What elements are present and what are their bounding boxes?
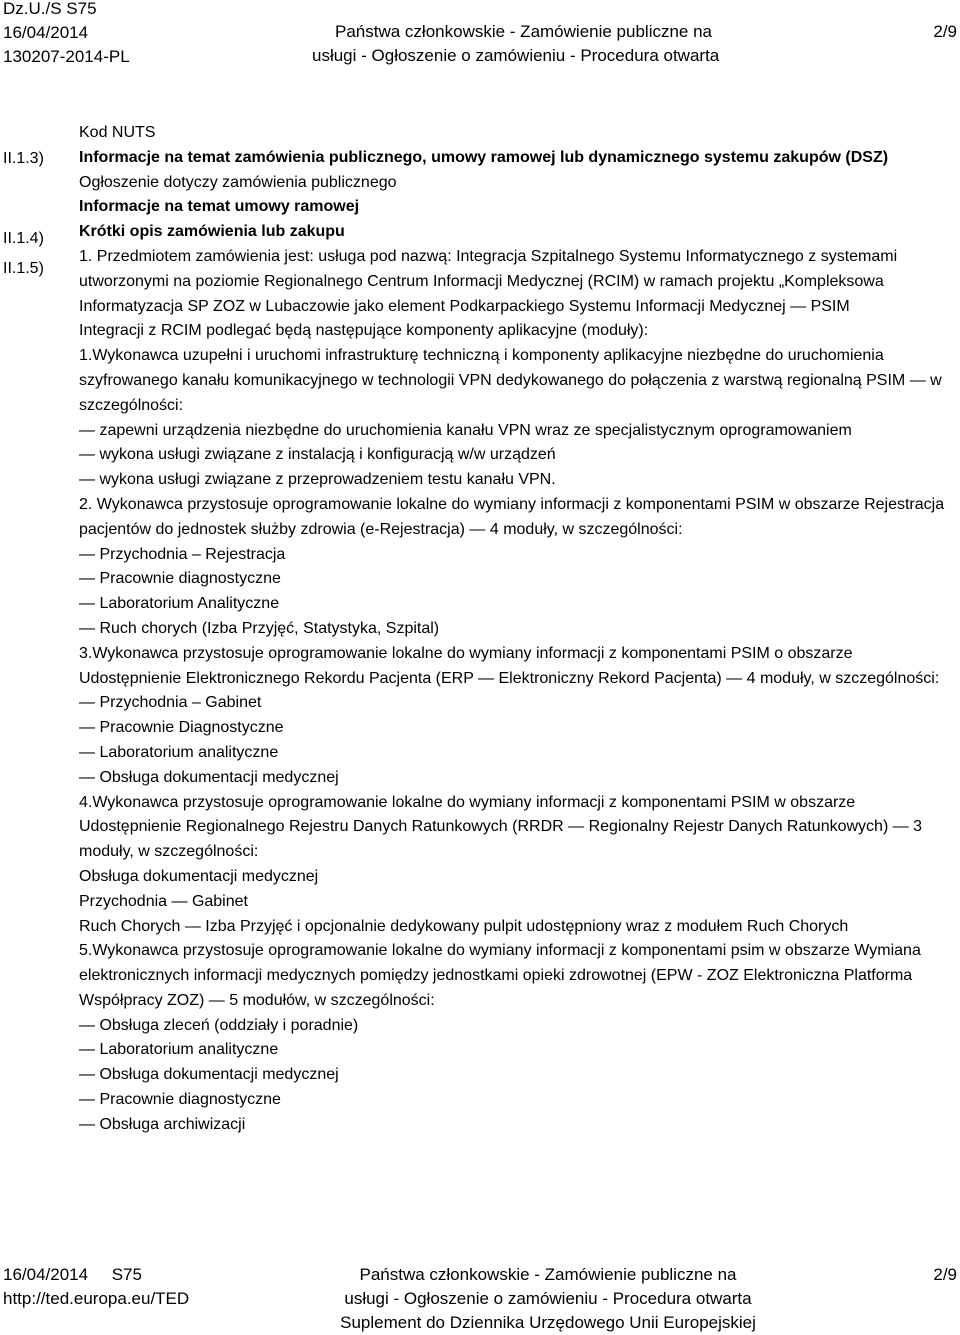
description-line: — Obsługa dokumentacji medycznej: [79, 1066, 339, 1084]
section-title-ii-1-4: Informacje na temat umowy ramowej: [79, 198, 360, 216]
nuts-label: Kod NUTS: [79, 124, 156, 141]
description-line: — Ruch chorych (Izba Przyjęć, Statystyka, Szpital): [79, 619, 440, 637]
description-line: — Pracownie Diagnostyczne: [79, 719, 284, 737]
section-number-ii-1-4: II.1.4): [3, 230, 44, 247]
description-line: — wykona usługi związane z instalacją i konfiguracją w/w urządzeń: [79, 446, 556, 464]
footer-date: 16/04/2014: [3, 1265, 89, 1284]
header-left: [3, 0, 130, 69]
description-line: 5.Wykonawca przystosuje oprogramowanie lokalne do wymiany informacji z komponentami psim w obszarze Wymiana elektronicznych informacji medycznych pomiędzy jednostkami opieki zdrowotnej (EPW - ZOZ Elektroniczna Platforma Współpracy ZOZ) — 5 modułów, w szczególności:: [79, 942, 921, 1009]
description-line: — Pracownie diagnostyczne: [79, 570, 281, 588]
description-line: — Laboratorium Analityczne: [79, 595, 280, 613]
description-line: — Laboratorium analityczne: [79, 743, 279, 761]
section-text-ii-1-3: Ogłoszenie dotyczy zamówienia publicznego: [79, 173, 397, 191]
description-line: — Przychodnia – Gabinet: [79, 694, 262, 712]
footer-left: [3, 1263, 189, 1311]
description-line: — Laboratorium analityczne: [79, 1041, 279, 1059]
contract-description: [79, 245, 957, 1138]
header-title-line1: Państwa członkowskie - Zamówienie publiczne na: [335, 22, 713, 41]
notice-id: 130207-2014-PL: [3, 47, 130, 66]
header-date: 16/04/2014: [3, 23, 89, 42]
description-line: — Obsługa dokumentacji medycznej: [79, 768, 339, 786]
description-line: — zapewni urządzenia niezbędne do uruchomienia kanału VPN wraz ze specjalistycznym oprogramowaniem: [79, 421, 852, 439]
header-title-line2: usługi - Ogłoszenie o zamówieniu - Procedura otwarta: [312, 46, 720, 65]
section-title-ii-1-3: Informacje na temat zamówienia publicznego, umowy ramowej lub dynamicznego systemu zakupów (DSZ): [79, 148, 889, 166]
footer-title: [313, 1263, 783, 1335]
description-line: 1.Wykonawca uzupełni i uruchomi infrastrukturę techniczną i komponenty aplikacyjne niezbędne do uruchomienia szyfrowanego kanału komunikacyjnego w technologii VPN dedykowanego do połączenia z warstwą regionalną PSIM — w szczególności:: [79, 347, 942, 414]
footer-title-line1: Państwa członkowskie - Zamówienie publiczne na: [359, 1265, 737, 1284]
section-title-ii-1-5: Krótki opis zamówienia lub zakupu: [79, 223, 345, 241]
description-line: 4.Wykonawca przystosuje oprogramowanie lokalne do wymiany informacji z komponentami PSIM w obszarze Udostępnienie Regionalnego Rejestru Danych Ratunkowych (RRDR — Regionalny Rejestr Danych Ratunkowych) — 3 moduły, w szczególności:: [79, 793, 923, 861]
description-line: — Obsługa zleceń (oddziały i poradnie): [79, 1016, 359, 1034]
footer-page: 2/9: [933, 1265, 957, 1284]
footer-title-line2: usługi - Ogłoszenie o zamówieniu - Procedura otwarta: [344, 1289, 752, 1308]
footer-url: http://ted.europa.eu/TED: [3, 1289, 190, 1308]
document-body: [79, 121, 957, 1138]
description-line: — Pracownie diagnostyczne: [79, 1091, 281, 1109]
description-line: — wykona usługi związane z przeprowadzeniem testu kanału VPN.: [79, 471, 556, 489]
description-line: Integracji z RCIM podlegać będą następujące komponenty aplikacyjne (moduły):: [79, 322, 649, 340]
header-title: [312, 20, 742, 68]
footer-title-line3: Suplement do Dziennika Urzędowego Unii Europejskiej: [340, 1313, 756, 1332]
description-line: Ruch Chorych — Izba Przyjęć i opcjonalnie dedykowany pulpit udostępniony wraz z modułem Ruch Chorych: [79, 917, 849, 935]
description-line: 1. Przedmiotem zamówienia jest: usługa pod nazwą: Integracja Szpitalnego Systemu Informatycznego z systemami utworzonymi na poziomie Regionalnego Centrum Informacji Medycznej (RCIM) w ramach projektu „Kompleksowa Informatyzacja SP ZOZ w Lubaczowie jako element Podkarpackiego Systemu Informacji Medycznej — PSIM: [79, 247, 898, 315]
description-line: Przychodnia — Gabinet: [79, 892, 248, 910]
description-line: Obsługa dokumentacji medycznej: [79, 867, 319, 885]
footer-series: S75: [111, 1265, 142, 1284]
description-line: — Przychodnia – Rejestracja: [79, 545, 286, 563]
journal-ref: Dz.U./S S75: [3, 0, 97, 18]
section-number-ii-1-3: II.1.3): [3, 150, 44, 167]
description-line: 2. Wykonawca przystosuje oprogramowanie lokalne do wymiany informacji z komponentami PSIM w obszarze Rejestracja pacjentów do jednostek służby zdrowia (e-Rejestracja) — 4 moduły, w szczególności:: [79, 495, 945, 538]
description-line: — Obsługa archiwizacji: [79, 1115, 246, 1133]
description-line: 3.Wykonawca przystosuje oprogramowanie lokalne do wymiany informacji z komponentami PSIM o obszarze Udostępnienie Elektronicznego Rekordu Pacjenta (ERP — Elektroniczny Rekord Pacjenta) — 4 moduły, w szczególności:: [79, 644, 940, 687]
section-number-ii-1-5: II.1.5): [3, 260, 44, 277]
header-page: 2/9: [933, 22, 957, 41]
